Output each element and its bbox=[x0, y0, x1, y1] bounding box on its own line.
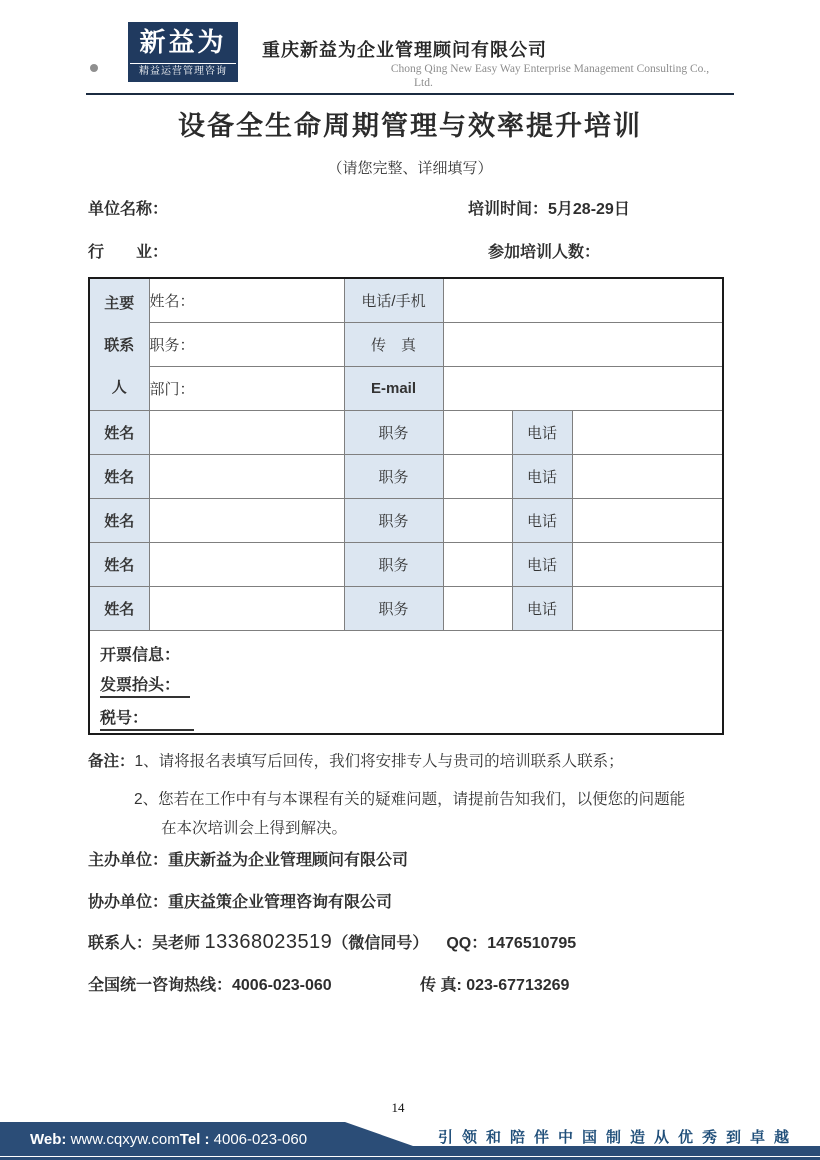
notes-label: 备注： bbox=[88, 753, 135, 770]
footer-tel-label: Tel : bbox=[179, 1131, 214, 1148]
attendee-job-input-cell[interactable] bbox=[443, 586, 512, 630]
co-organizer-line: 协办单位：重庆益策企业管理咨询有限公司 bbox=[88, 894, 393, 911]
attendee-job-label: 职务 bbox=[344, 586, 443, 630]
attendee-job-label: 职务 bbox=[344, 542, 443, 586]
contact-job-label-cell: 职务： bbox=[149, 322, 344, 366]
notes-text-1: 1、请将报名表填写后回传，我们将安排专人与贵司的培训联系人联系； bbox=[134, 753, 624, 770]
attendee-job-label: 职务 bbox=[344, 454, 443, 498]
contact-person-label: 联系人：吴老师 bbox=[88, 935, 205, 952]
logo-sub-text: 精益运营管理咨询 bbox=[130, 63, 236, 80]
tax-number-field[interactable] bbox=[100, 709, 722, 731]
attendee-count-label: 参加培训人数： bbox=[488, 244, 601, 261]
attendee-job-label: 职务 bbox=[344, 410, 443, 454]
attendee-row-5 bbox=[89, 586, 723, 630]
attendee-name-label: 姓名 bbox=[89, 498, 149, 542]
notes-line-3: 在本次培训会上得到解决。 bbox=[161, 820, 348, 837]
attendee-phone-input-cell[interactable] bbox=[572, 410, 723, 454]
attendee-name-input-cell[interactable] bbox=[149, 410, 344, 454]
attendee-job-input-cell[interactable] bbox=[443, 542, 512, 586]
contact-qq: QQ：1476510795 bbox=[446, 935, 577, 952]
attendee-phone-input-cell[interactable] bbox=[572, 454, 723, 498]
footer-web-url: www.cqxyw.com bbox=[70, 1131, 180, 1148]
contact-dept-label-cell: 部门： bbox=[149, 366, 344, 410]
footer-web-label: Web: bbox=[30, 1131, 71, 1148]
registration-table bbox=[88, 277, 724, 735]
attendee-job-label: 职务 bbox=[344, 498, 443, 542]
attendee-row-3 bbox=[89, 498, 723, 542]
company-name-chinese: 重庆新益为企业管理顾问有限公司 bbox=[262, 40, 547, 60]
attendee-phone-label: 电话 bbox=[512, 454, 572, 498]
attendee-phone-input-cell[interactable] bbox=[572, 542, 723, 586]
attendee-job-input-cell[interactable] bbox=[443, 410, 512, 454]
attendee-phone-input-cell[interactable] bbox=[572, 586, 723, 630]
email-label-cell: E-mail bbox=[344, 366, 443, 410]
attendee-row-2 bbox=[89, 454, 723, 498]
attendee-name-input-cell[interactable] bbox=[149, 542, 344, 586]
table-row bbox=[89, 366, 723, 410]
attendee-name-input-cell[interactable] bbox=[149, 586, 344, 630]
attendee-job-input-cell[interactable] bbox=[443, 454, 512, 498]
company-logo bbox=[128, 22, 238, 82]
attendee-phone-input-cell[interactable] bbox=[572, 498, 723, 542]
logo-main-text: 新益为 bbox=[139, 27, 227, 57]
table-row bbox=[89, 278, 723, 322]
attendee-name-label: 姓名 bbox=[89, 586, 149, 630]
contact-phone-number: 13368023519 bbox=[204, 931, 333, 953]
wechat-note: （微信同号） bbox=[332, 935, 429, 952]
hotline-line: 全国统一咨询热线：4006-023-060 bbox=[88, 977, 332, 994]
attendee-phone-label: 电话 bbox=[512, 410, 572, 454]
page-number: 14 bbox=[391, 1100, 405, 1115]
notes-line-2: 2、您若在工作中有与本课程有关的疑难问题，请提前告知我们，以便您的问题能 bbox=[134, 791, 686, 808]
phone-mobile-label-cell: 电话/手机 bbox=[344, 278, 443, 322]
invoice-title-label: 发票抬头： bbox=[100, 676, 190, 698]
contact-person-line bbox=[88, 930, 576, 954]
primary-contact-line3: 人 bbox=[111, 378, 127, 396]
billing-info-label: 开票信息： bbox=[100, 646, 181, 664]
attendee-name-input-cell[interactable] bbox=[149, 454, 344, 498]
fax-line: 传 真: 023-67713269 bbox=[420, 977, 570, 994]
billing-info-cell bbox=[89, 630, 723, 734]
primary-contact-line1: 主要 bbox=[104, 294, 135, 312]
attendee-name-label: 姓名 bbox=[89, 454, 149, 498]
attendee-phone-label: 电话 bbox=[512, 498, 572, 542]
attendee-row-1 bbox=[89, 410, 723, 454]
company-name-english bbox=[372, 62, 728, 90]
attendee-name-label: 姓名 bbox=[89, 542, 149, 586]
tax-number-label: 税号： bbox=[100, 709, 194, 731]
primary-contact-header-cell bbox=[89, 278, 149, 410]
page-subtitle: （请您完整、详细填写） bbox=[327, 160, 493, 177]
table-row bbox=[89, 322, 723, 366]
invoice-title-field[interactable] bbox=[100, 676, 722, 698]
company-name-english-line2: Ltd. bbox=[414, 77, 433, 89]
email-input-cell[interactable] bbox=[443, 366, 723, 410]
training-time-label: 培训时间：5月28-29日 bbox=[468, 201, 630, 218]
host-organizer-line: 主办单位：重庆新益为企业管理顾问有限公司 bbox=[88, 852, 409, 869]
attendee-phone-label: 电话 bbox=[512, 586, 572, 630]
footer-web-tel bbox=[30, 1131, 307, 1148]
footer-tel-number: 4006-023-060 bbox=[213, 1131, 308, 1148]
fax-input-cell[interactable] bbox=[443, 322, 723, 366]
phone-mobile-input-cell[interactable] bbox=[443, 278, 723, 322]
contact-name-label-cell: 姓名： bbox=[149, 278, 344, 322]
billing-row bbox=[89, 630, 723, 734]
attendee-row-4 bbox=[89, 542, 723, 586]
page-title: 设备全生命周期管理与效率提升培训 bbox=[178, 111, 642, 141]
header-divider bbox=[86, 93, 734, 95]
attendee-phone-label: 电话 bbox=[512, 542, 572, 586]
attendee-name-label: 姓名 bbox=[89, 410, 149, 454]
primary-contact-line2: 联系 bbox=[104, 336, 135, 354]
footer-slogan: 引领和陪伴中国制造从优秀到卓越 bbox=[437, 1130, 798, 1146]
notes-line-1 bbox=[88, 749, 624, 771]
attendee-job-input-cell[interactable] bbox=[443, 498, 512, 542]
list-bullet-icon bbox=[90, 64, 98, 72]
unit-name-label: 单位名称： bbox=[88, 201, 169, 218]
attendee-name-input-cell[interactable] bbox=[149, 498, 344, 542]
fax-label-cell: 传 真 bbox=[344, 322, 443, 366]
industry-label: 行 业： bbox=[88, 244, 169, 261]
company-name-english-line1: Chong Qing New Easy Way Enterprise Management Consulting Co., bbox=[390, 63, 710, 75]
